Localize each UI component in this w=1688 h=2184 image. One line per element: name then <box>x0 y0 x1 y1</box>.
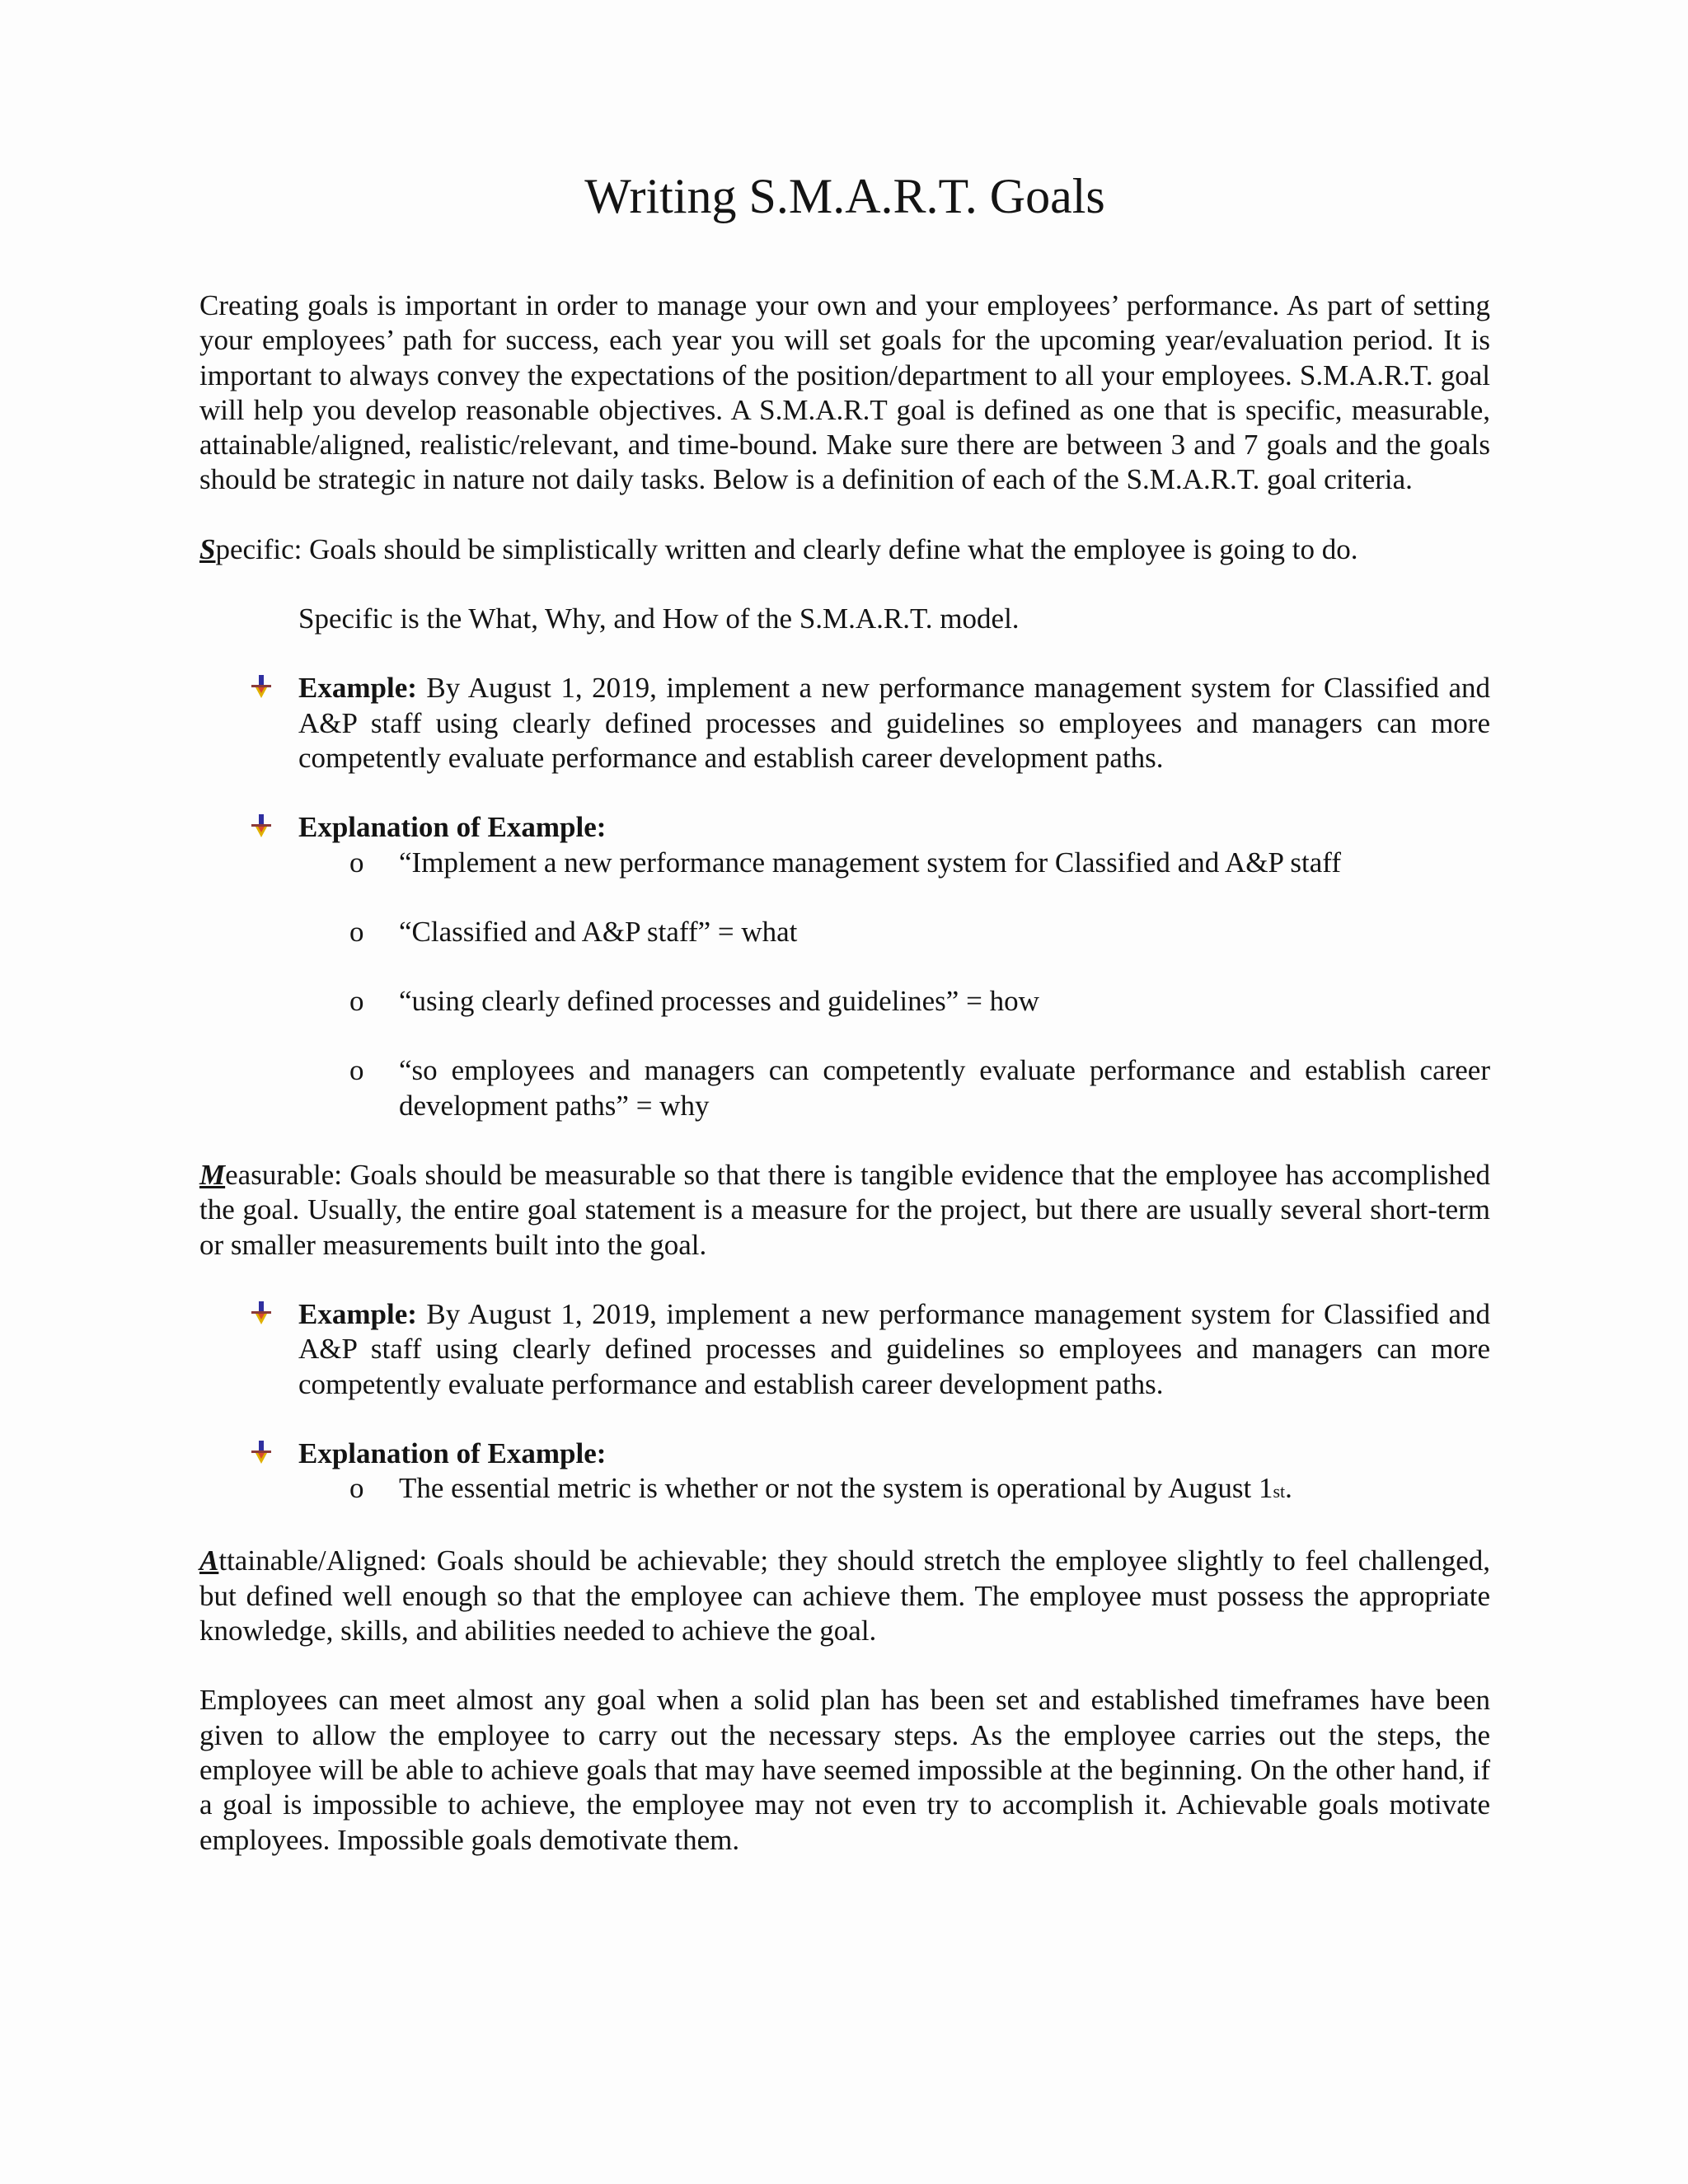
measurable-paragraph <box>199 1158 1490 1263</box>
specific-heading <box>199 532 1490 567</box>
specific-explanation-label: Explanation of Example: <box>298 811 607 844</box>
specific-example <box>199 671 1490 776</box>
specific-explanation <box>199 810 1490 845</box>
list-item <box>199 1053 1490 1123</box>
list-item-text: The essential metric is whether or not the system is operational by August 1 <box>399 1472 1273 1505</box>
measurable-example <box>199 1297 1490 1402</box>
specific-letter: S <box>199 532 216 565</box>
measurable-text: easurable: Goals should be measurable so that there is tangible evidence that the employee has accomplished the goal. Usually, the entire goal statement is a measure for the project, but there are usually several short-term or smaller measurements built into the goal. <box>199 1159 1490 1261</box>
list-item-end: . <box>1285 1472 1292 1505</box>
attainable-text: ttainable/Aligned: Goals should be achievable; they should stretch the employee slightly to feel challenged, but defined well enough so that the employee can achieve them. The employee must possess the appropriate knowledge, skills, and abilities needed to achieve the goal. <box>199 1544 1490 1647</box>
list-item-text: “using clearly defined processes and guidelines” = how <box>399 985 1039 1018</box>
ordinal-suffix: st <box>1273 1481 1286 1502</box>
measurable-letter: M <box>199 1159 226 1192</box>
specific-example-text: By August 1, 2019, implement a new performance management system for Classified and A&P staff using clearly defined processes and guidelines so employees and managers can more competently evaluate performance and establish career development paths. <box>298 672 1490 774</box>
specific-text: pecific: Goals should be simplistically written and clearly define what the employee is going to do. <box>215 532 1358 565</box>
list-marker: o <box>349 1472 364 1505</box>
document-body <box>199 165 1490 1858</box>
measurable-example-text: By August 1, 2019, implement a new performance management system for Classified and A&P staff using clearly defined processes and guidelines so employees and managers can more competently evaluate performance and establish career development paths. <box>298 1297 1490 1400</box>
list-item-text: “Implement a new performance management system for Classified and A&P staff <box>399 846 1341 879</box>
page-title: Writing S.M.A.R.T. Goals <box>584 169 1105 223</box>
list-marker: o <box>349 915 364 948</box>
attainable-letter: A <box>199 1544 219 1577</box>
list-marker: o <box>349 846 364 879</box>
attainable-paragraph <box>199 1544 1490 1648</box>
list-marker: o <box>349 1054 364 1087</box>
arrow-bullet-icon <box>249 813 274 838</box>
arrow-bullet-icon <box>249 1440 274 1465</box>
measurable-explanation <box>199 1436 1490 1471</box>
attainable-paragraph-2: Employees can meet almost any goal when a solid plan has been set and established timeframes have been given to allow the employee to carry out the necessary steps. As the employee carries out the steps, the employee will be able to achieve goals that may have seemed impossible at the beginning. On the other hand, if a goal is impossible to achieve, the employee may not even try to accomplish it. Achievable goals motivate employees. Impossible goals demotivate them. <box>199 1684 1490 1856</box>
list-item <box>199 915 1490 949</box>
list-item-text: “so employees and managers can competently evaluate performance and establish career development paths” = why <box>399 1054 1490 1122</box>
arrow-bullet-icon <box>249 674 274 699</box>
list-item <box>199 984 1490 1019</box>
measurable-explanation-label: Explanation of Example: <box>298 1436 607 1469</box>
list-item-text: “Classified and A&P staff” = what <box>399 915 798 948</box>
list-marker: o <box>349 985 364 1018</box>
specific-example-label: Example: <box>298 672 417 705</box>
intro-paragraph: Creating goals is important in order to manage your own and your employees’ performance. As part of setting your employees’ path for success, each year you will set goals for the upcoming year/evaluation period. It is important to always convey the expectations of the position/department to all your employees. S.M.A.R.T. goal will help you develop reasonable objectives. A S.M.A.R.T goal is defined as one that is specific, measurable, attainable/aligned, realistic/relevant, and time-bound. Make sure there are between 3 and 7 goals and the goals should be strategic in nature not daily tasks. Below is a definition of each of the S.M.A.R.T. goal criteria. <box>199 289 1490 496</box>
specific-note: Specific is the What, Why, and How of the S.M.A.R.T. model. <box>298 602 1020 635</box>
arrow-bullet-icon <box>249 1301 274 1325</box>
list-item <box>199 1471 1490 1509</box>
measurable-example-label: Example: <box>298 1297 417 1330</box>
list-item <box>199 846 1490 880</box>
